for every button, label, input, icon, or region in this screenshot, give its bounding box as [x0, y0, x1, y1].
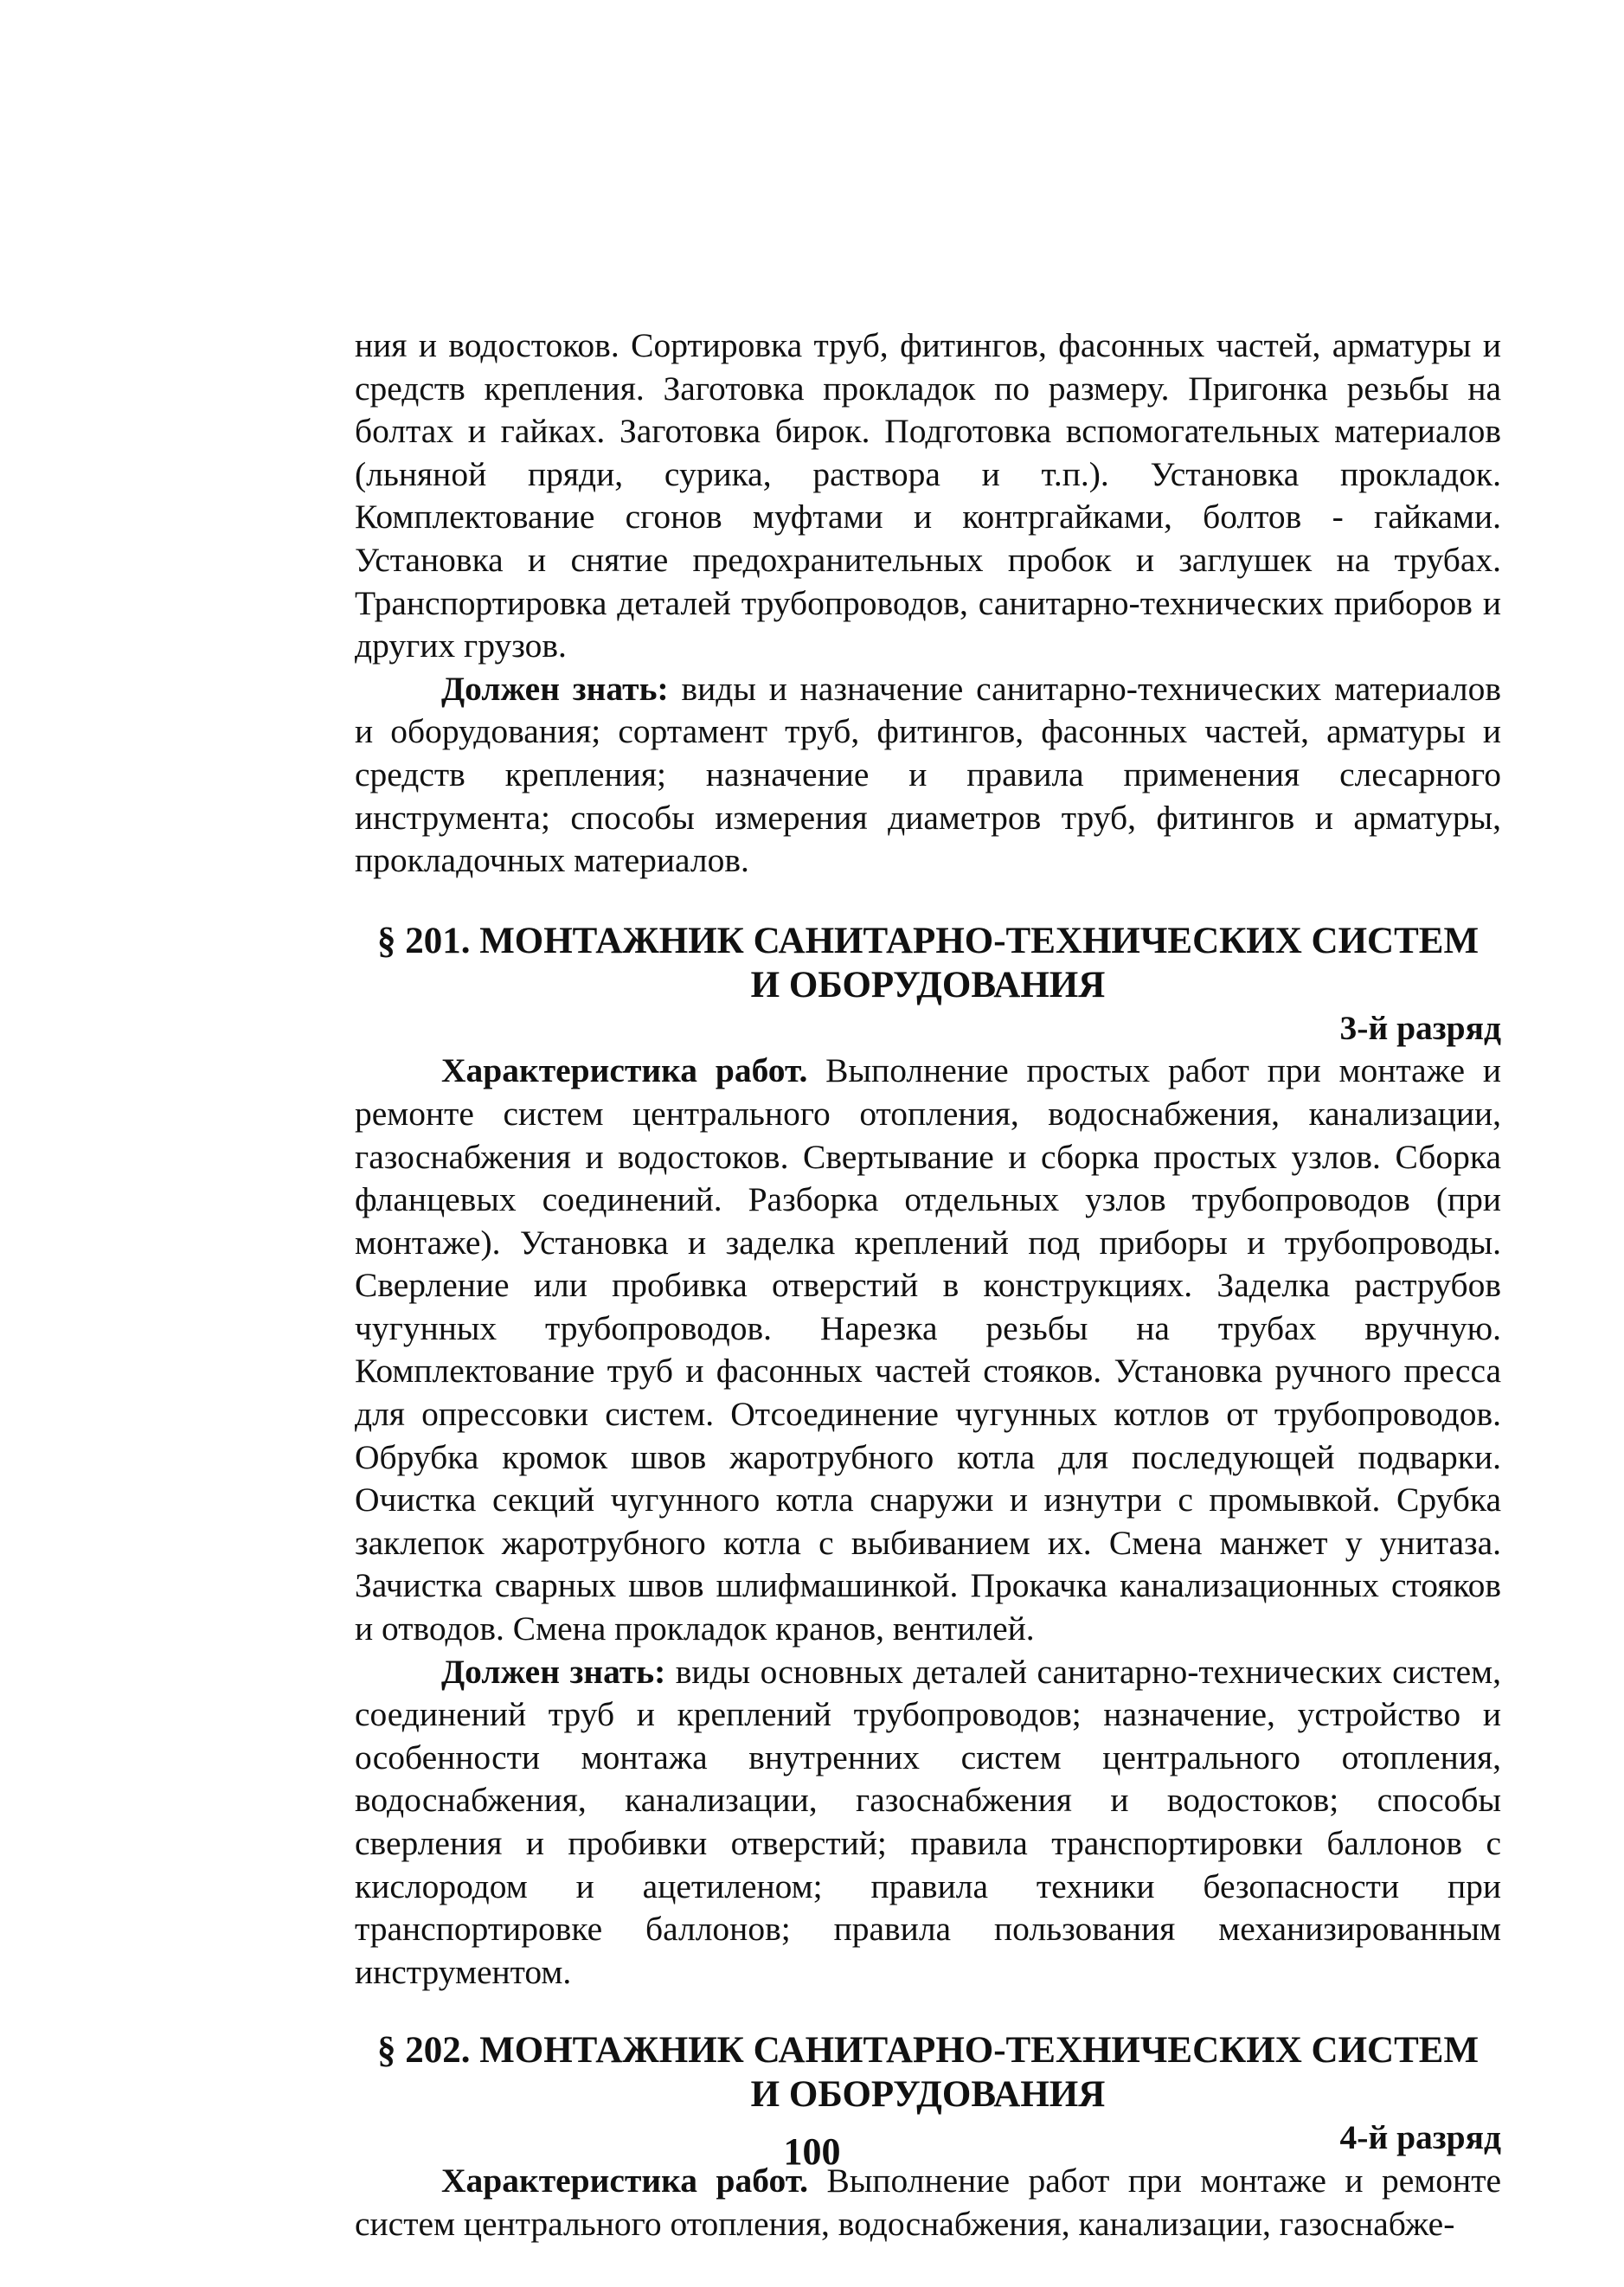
section-201-title-line1: § 201. МОНТАЖНИК САНИТАРНО-ТЕХНИЧЕСКИХ СИСТЕМ [376, 920, 1480, 961]
section-202-work-text: Выполнение работ при монтаже и ремонте систем центрального отопления, водоснабжения, канализации, газоснабже- [355, 2161, 1501, 2243]
intro-knowledge-label: Должен знать: [441, 669, 669, 708]
section-201-knowledge-text: виды основных деталей санитарно-технических систем, соединений труб и креплений трубопроводов; назначение, устройство и особенности монтажа внутренних систем центрального отопления, водоснабжения, канализации, газоснабжения и водостоков; способы сверления и пробивки отверстий; правила транспортировки баллонов с кислородом и ацетиленом; правила техники безопасности при транспортировке баллонов; правила пользования механизированным инструментом. [355, 1652, 1501, 1991]
intro-paragraph [355, 324, 1501, 668]
intro-knowledge-paragraph [355, 668, 1501, 883]
section-201-heading [355, 919, 1501, 1007]
section-201-knowledge-label: Должен знать: [441, 1652, 666, 1691]
section-202-grade: 4-й разряд [1339, 2118, 1501, 2157]
section-202-work-label: Характеристика работ. [441, 2161, 809, 2200]
page-body [355, 324, 1501, 2245]
section-201-work-text: Выполнение простых работ при монтаже и ремонте систем центрального отопления, водоснабжения, канализации, газоснабжения и водостоков. Свертывание и сборка простых узлов. Сборка фланцевых соединений. Разборка отдельных узлов трубопроводов (при монтаже). Установка и заделка креплений под приборы и трубопроводы. Сверление или пробивка отверстий в конструкциях. Заделка раструбов чугунных трубопроводов. Нарезка резьбы на трубах вручную. Комплектование труб и фасонных частей стояков. Установка ручного пресса для опрессовки систем. Отсоединение чугунных котлов от трубопроводов. Обрубка кромок швов жаротрубного котла для последующей подварки. Очистка секций чугунного котла снаружи и изнутри с промывкой. Срубка заклепок жаротрубного котла с выбиванием их. Смена манжет у унитаза. Зачистка сварных швов шлифмашинкой. Прокачка канализационных стояков и отводов. Смена прокладок кранов, вентилей. [355, 1051, 1501, 1648]
section-202-heading [355, 2028, 1501, 2117]
section-201-work-label: Характеристика работ. [441, 1051, 808, 1090]
section-202-title-line1: § 202. МОНТАЖНИК САНИТАРНО-ТЕХНИЧЕСКИХ СИСТЕМ [376, 2030, 1480, 2072]
intro-text: ния и водостоков. Сортировка труб, фитингов, фасонных частей, арматуры и средств крепления. Заготовка прокладок по размеру. Пригонка резьбы на болтах и гайках. Заготовка бирок. Подготовка вспомогательных материалов (льняной пряди, сурика, раствора и т.п.). Установка прокладок. Комплектование сгонов муфтами и контргайками, болтов - гайками. Установка и снятие предохранительных пробок и заглушек на трубах. Транспортировка деталей трубопроводов, санитарно-технических приборов и других грузов. [355, 326, 1501, 665]
section-201-grade: 3-й разряд [1339, 1008, 1501, 1047]
section-201-knowledge-paragraph [355, 1651, 1501, 1995]
section-201-title-line2: И ОБОРУДОВАНИЯ [750, 964, 1106, 1005]
intro-knowledge-text: виды и назначение санитарно-технических материалов и оборудования; сортамент труб, фитингов, фасонных частей, арматуры и средств крепления; назначение и правила применения слесарного инструмента; способы измерения диаметров труб, фитингов и арматуры, прокладочных материалов. [355, 669, 1501, 880]
page-number: 100 [783, 2130, 841, 2173]
section-201-work-paragraph [355, 1050, 1501, 1650]
section-202-title-line2: И ОБОРУДОВАНИЯ [750, 2074, 1106, 2116]
